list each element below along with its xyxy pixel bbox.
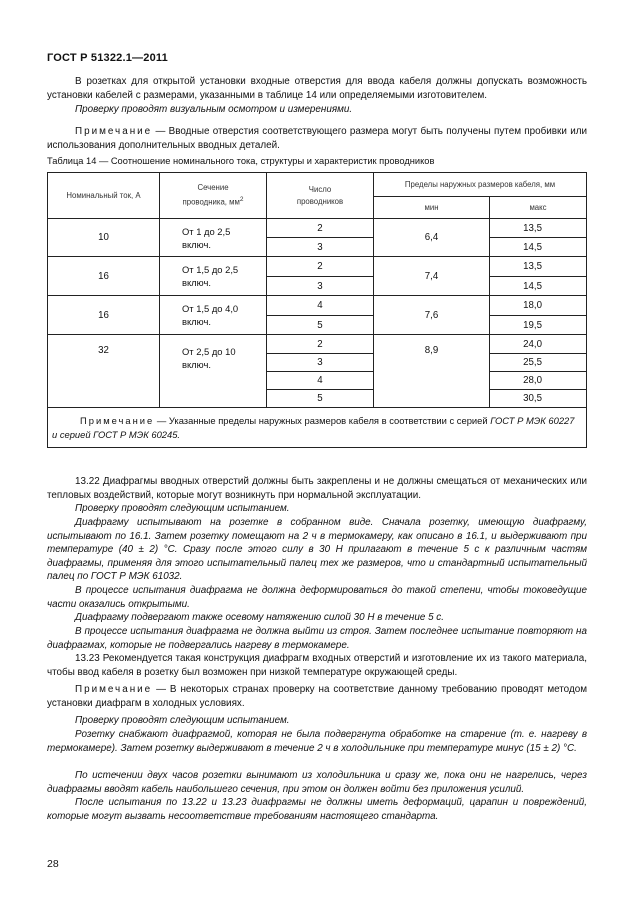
section-13-23-check: Проверку проводят следующим испытанием.: [75, 715, 290, 726]
section-13-22-paragraph: 13.22 Диафрагмы вводных отверстий должны быть закреплены и не должны смещаться от механических или тепловых воздействий, которые могут возникнуть при нормальной эксплуатации.: [47, 476, 587, 501]
section-13-23-procedure: Розетку снабжают диафрагмой, которая не была подвергнута обработке на старение (т. е. нагреву в термокамере). Затем розетку выдерживают в течение 2 ч в холодильнике при температуре минус (15 ± 2) °С.: [47, 729, 587, 754]
table-row: [48, 296, 587, 316]
min-cell: 6,4: [374, 219, 490, 257]
current-cell: 10: [48, 219, 160, 257]
header-section: Сечение проводника, $мм^2$: [160, 173, 267, 219]
intro-note-label: Примечание: [75, 126, 153, 137]
section-cell: От 1 до 2,5 включ.: [160, 219, 267, 257]
section-cell: От 1,5 до 4,0 включ.: [160, 296, 267, 335]
section-13-23-result: После испытания по 13.22 и 13.23 диафрагмы не должны иметь деформаций, царапин и повреждений, которые могут вызвать несоответствие требованиям настоящего стандарта.: [47, 797, 587, 822]
section-cell: От 1,5 до 2,5 включ.: [160, 257, 267, 296]
count-cell: 5: [267, 390, 374, 408]
section-13-22-repeat: В процессе испытания диафрагма не должна выйти из строя. Затем последнее испытание повторяют на диафрагмах, которые не подвергались нагреву в термокамере.: [47, 626, 587, 651]
min-cell: 7,6: [374, 296, 490, 335]
max-cell: 13,5: [490, 219, 587, 238]
section-13-22-check: Проверку проводят следующим испытанием.: [75, 503, 290, 514]
table-row: [48, 219, 587, 238]
max-cell: 30,5: [490, 390, 587, 408]
intro-paragraph: В розетках для открытой установки входные отверстия для ввода кабеля должны допускать возможность установки кабелей с размерами, указанными в таблице 14 или определяемыми изготовителем.: [47, 76, 587, 101]
current-cell: 32: [48, 335, 160, 408]
document-header: ГОСТ Р 51322.1—2011: [47, 52, 168, 64]
page-number: 28: [47, 858, 59, 870]
section-13-22-tension: Диафрагму подвергают также осевому натяжению силой 30 Н в течение 5 с.: [75, 612, 444, 623]
min-cell: 7,4: [374, 257, 490, 296]
count-cell: 2: [267, 219, 374, 238]
table-row: [48, 257, 587, 277]
section-cell: От 2,5 до 10 включ.: [160, 335, 267, 408]
count-cell: 5: [267, 316, 374, 335]
section-13-23-cable: По истечении двух часов розетки вынимают из холодильника и сразу же, пока они не нагрелись, через диафрагмы вводят кабель наибольшего сечения, при этом он должен войти без приложения усилий.: [47, 770, 587, 795]
count-cell: 3: [267, 277, 374, 296]
table-caption: Таблица 14 — Соотношение номинального тока, структуры и характеристик проводников: [47, 156, 435, 166]
count-cell: 2: [267, 335, 374, 354]
header-min: мин: [374, 197, 490, 219]
max-cell: 19,5: [490, 316, 587, 335]
count-cell: 2: [267, 257, 374, 277]
current-cell: 16: [48, 296, 160, 335]
section-13-23-paragraph: 13.23 Рекомендуется такая конструкция диафрагм входных отверстий и изготовление их из такого материала, чтобы ввод кабеля в розетку был возможен при низкой температуре окружающей среды.: [47, 653, 587, 678]
max-cell: 13,5: [490, 257, 587, 277]
intro-check-paragraph: Проверку проводят визуальным осмотром и измерениями.: [75, 104, 353, 115]
max-cell: 14,5: [490, 277, 587, 296]
count-cell: 3: [267, 238, 374, 257]
min-cell: 8,9: [374, 335, 490, 408]
max-cell: 18,0: [490, 296, 587, 316]
count-cell: 3: [267, 354, 374, 372]
header-current: Номинальный ток, А: [48, 173, 160, 219]
count-cell: 4: [267, 372, 374, 390]
current-cell: 16: [48, 257, 160, 296]
cable-size-table: [47, 172, 587, 448]
section-13-22-procedure: Диафрагму испытывают на розетке в собранном виде. Сначала розетку, имеющую диафрагму, испытывают по 16.1. Затем розетку помещают на 2 ч в термокамеру, как описано в 16.1, и выдерживают при температуре (40 ± 2) °С. Сразу после этого силу в 30 Н прилагают в течение 5 с к различным частям диафрагмы, применяя для этого испытательный палец тех же размеров, что и стандартный испытательный палец по ГОСТ Р МЭК 61032.: [47, 517, 587, 583]
section-13-22-requirement: В процессе испытания диафрагма не должна деформироваться до такой степени, чтобы токоведущие части оказались открытыми.: [47, 585, 587, 610]
max-cell: 24,0: [490, 335, 587, 354]
header-count: Число проводников: [267, 173, 374, 219]
header-limits: Пределы наружных размеров кабеля, мм: [374, 173, 587, 197]
table-note: Примечание — Указанные пределы наружных размеров кабеля в соответствии с серией ГОСТ Р МЭК 60227 и серией ГОСТ Р МЭК 60245.: [48, 408, 587, 448]
max-cell: 28,0: [490, 372, 587, 390]
table-row: [48, 335, 587, 354]
max-cell: 25,5: [490, 354, 587, 372]
intro-note: [47, 125, 587, 152]
header-max: макс: [490, 197, 587, 219]
count-cell: 4: [267, 296, 374, 316]
max-cell: 14,5: [490, 238, 587, 257]
intro-note-text: — Вводные отверстия соответствующего размера могут быть получены путем пробивки или использования дополнительных вводных деталей.: [47, 126, 587, 151]
section-13-23-note: Примечание — В некоторых странах проверку на соответствие данному требованию проводят методом установки диафрагм в холодных условиях.: [47, 684, 587, 709]
